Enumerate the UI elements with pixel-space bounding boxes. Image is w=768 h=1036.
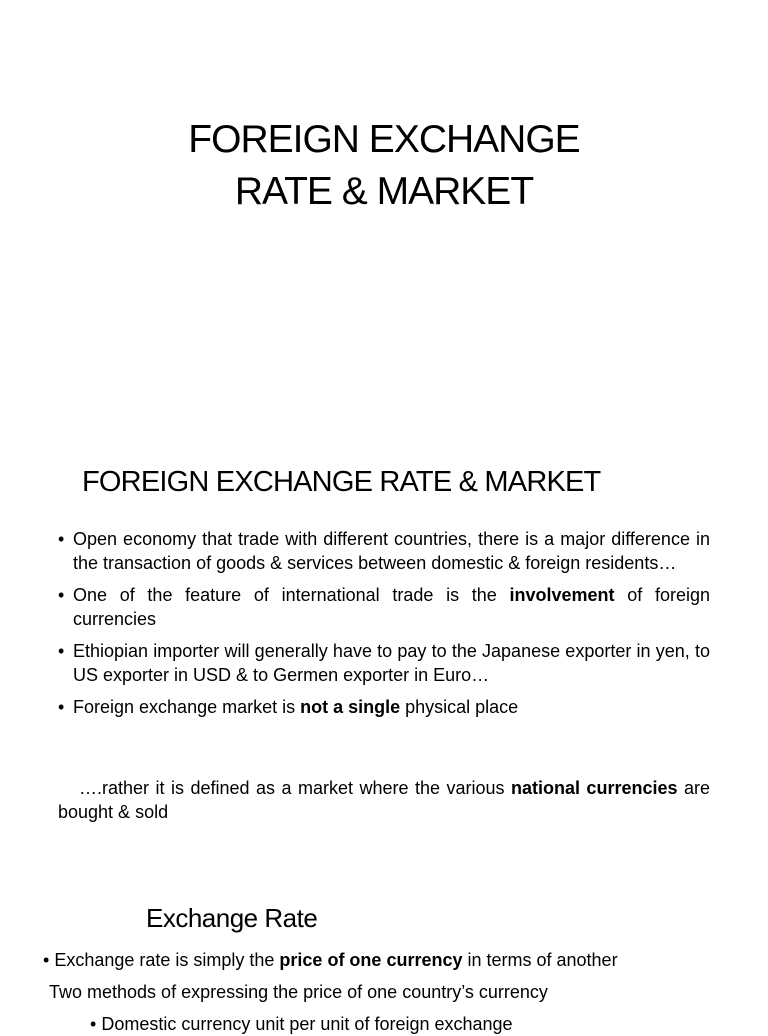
bullet-item: • Open economy that trade with different countries, there is a major difference in the transaction of goods & services between domestic & foreign residents… bbox=[58, 527, 710, 575]
slide-title-line-1: FOREIGN EXCHANGE bbox=[188, 118, 580, 161]
bullet-item: • Ethiopian importer will generally have to pay to the Japanese exporter in yen, to US exporter in USD & to Germen exporter in Euro… bbox=[58, 639, 710, 687]
exchange-rate-definition: • Exchange rate is simply the price of one currency in terms of another bbox=[43, 950, 618, 970]
bullet-item: • Foreign exchange market is not a single physical place bbox=[58, 695, 710, 719]
bullet-list bbox=[58, 527, 710, 727]
continuation-paragraph: ….rather it is defined as a market where the various national currencies are bought & sold bbox=[58, 778, 710, 822]
slide-title bbox=[0, 114, 768, 218]
slide-title-line-2: RATE & MARKET bbox=[234, 170, 534, 213]
sub-bullet-item: • Domestic currency unit per unit of foreign exchange bbox=[90, 1014, 513, 1034]
bullet-item: • One of the feature of international trade is the involvement of foreign currencies bbox=[58, 583, 710, 631]
methods-line: Two methods of expressing the price of one country’s currency bbox=[49, 982, 548, 1002]
slide-2-heading: FOREIGN EXCHANGE RATE & MARKET bbox=[82, 466, 601, 498]
slide-3-heading: Exchange Rate bbox=[146, 903, 318, 933]
